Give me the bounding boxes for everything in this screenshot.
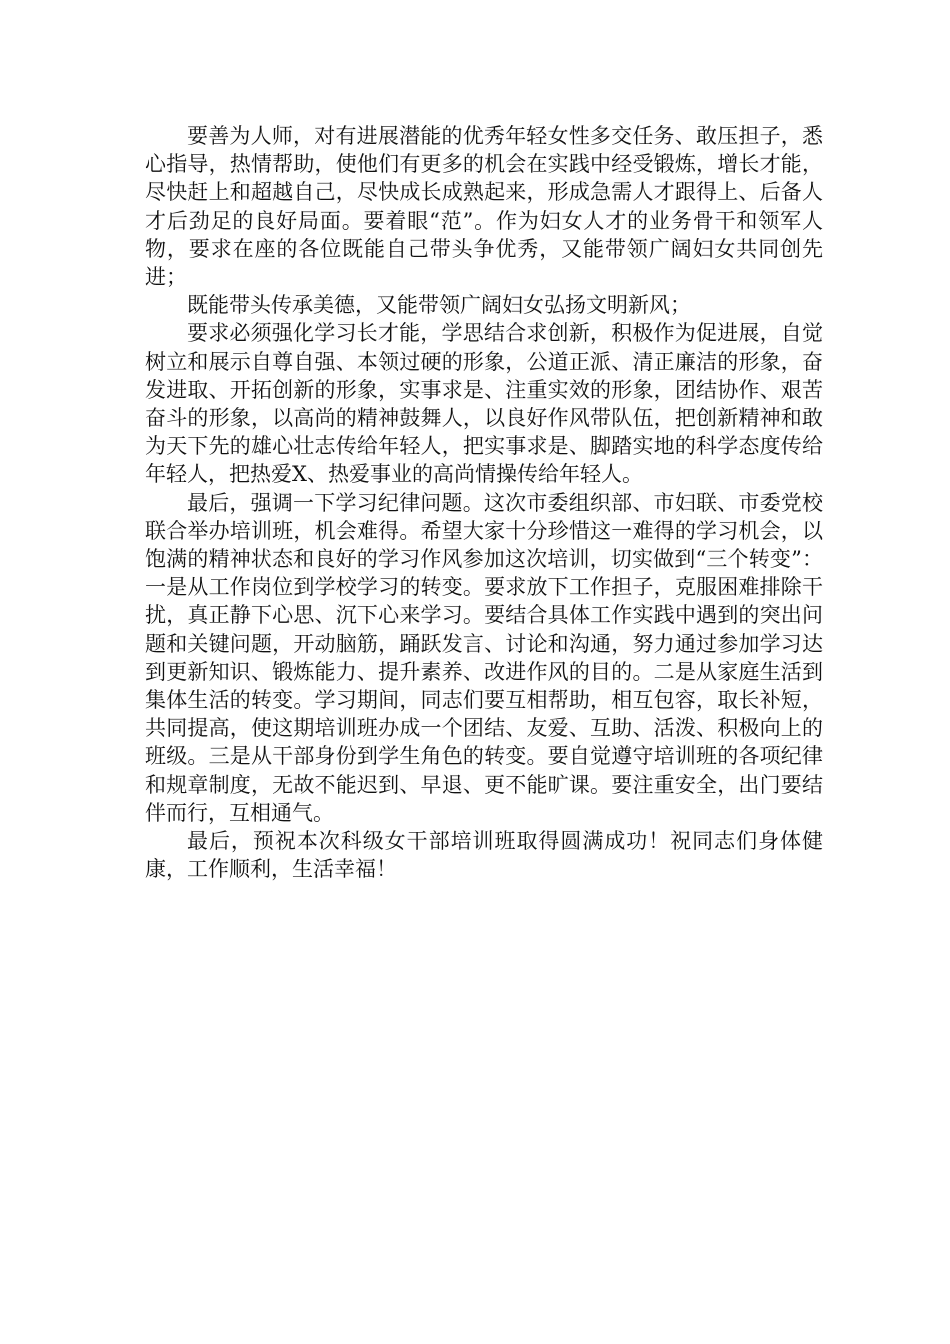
paragraph-discipline: 最后，强调一下学习纪律问题。这次市委组织部、市妇联、市委党校联合举办培训班，机会难得。希望大家十分珍惜这一难得的学习机会，以饱满的精神状态和良好的学习作风参加这次培训，切实做到“三个转变”：一是从工作岗位到学校学习的转变。要求放下工作担子，克服困难排除干扰，真正静下心思、沉下心来学习。要结合具体工作实践中遇到的突出问题和关键问题，开动脑筋，踊跃发言、讨论和沟通，努力通过参加学习达到更新知识、锻炼能力、提升素养、改进作风的目的。二是从家庭生活到集体生活的转变。学习期间，同志们要互相帮助，相互包容，取长补短，共同提高，使这期培训班办成一个团结、友爱、互助、活泼、积极向上的班级。三是从干部身份到学生角色的转变。要自觉遵守培训班的各项纪律和规章制度，无故不能迟到、早退、更不能旷课。要注重安全，出门要结伴而行，互相通气。 (145, 490, 823, 825)
document-body (145, 122, 823, 883)
paragraph-requirements: 要求必须强化学习长才能，学思结合求创新，积极作为促进展，自觉树立和展示自尊自强、本领过硬的形象，公道正派、清正廉洁的形象，奋发进取、开拓创新的形象，实事求是、注重实效的形象，团结协作、艰苦奋斗的形象，以高尚的精神鼓舞人，以良好作风带队伍，把创新精神和敢为天下先的雄心壮志传给年轻人，把实事求是、脚踏实地的科学态度传给年轻人，把热爱X、热爱事业的高尚情操传给年轻人。 (145, 321, 823, 487)
paragraph-mentoring: 要善为人师，对有进展潜能的优秀年轻女性多交任务、敢压担子，悉心指导，热情帮助，使他们有更多的机会在实践中经受锻炼，增长才能，尽快赶上和超越自己，尽快成长成熟起来，形成急需人才跟得上、后备人才后劲足的良好局面。要着眼“范”。作为妇女人才的业务骨干和领军人物，要求在座的各位既能自己带头争优秀，又能带领广阔妇女共同创先进； (145, 124, 823, 290)
paragraph-virtue: 既能带头传承美德，又能带领广阔妇女弘扬文明新风； (187, 293, 691, 318)
paragraph-closing: 最后，预祝本次科级女干部培训班取得圆满成功！祝同志们身体健康，工作顺利，生活幸福！ (145, 829, 823, 882)
